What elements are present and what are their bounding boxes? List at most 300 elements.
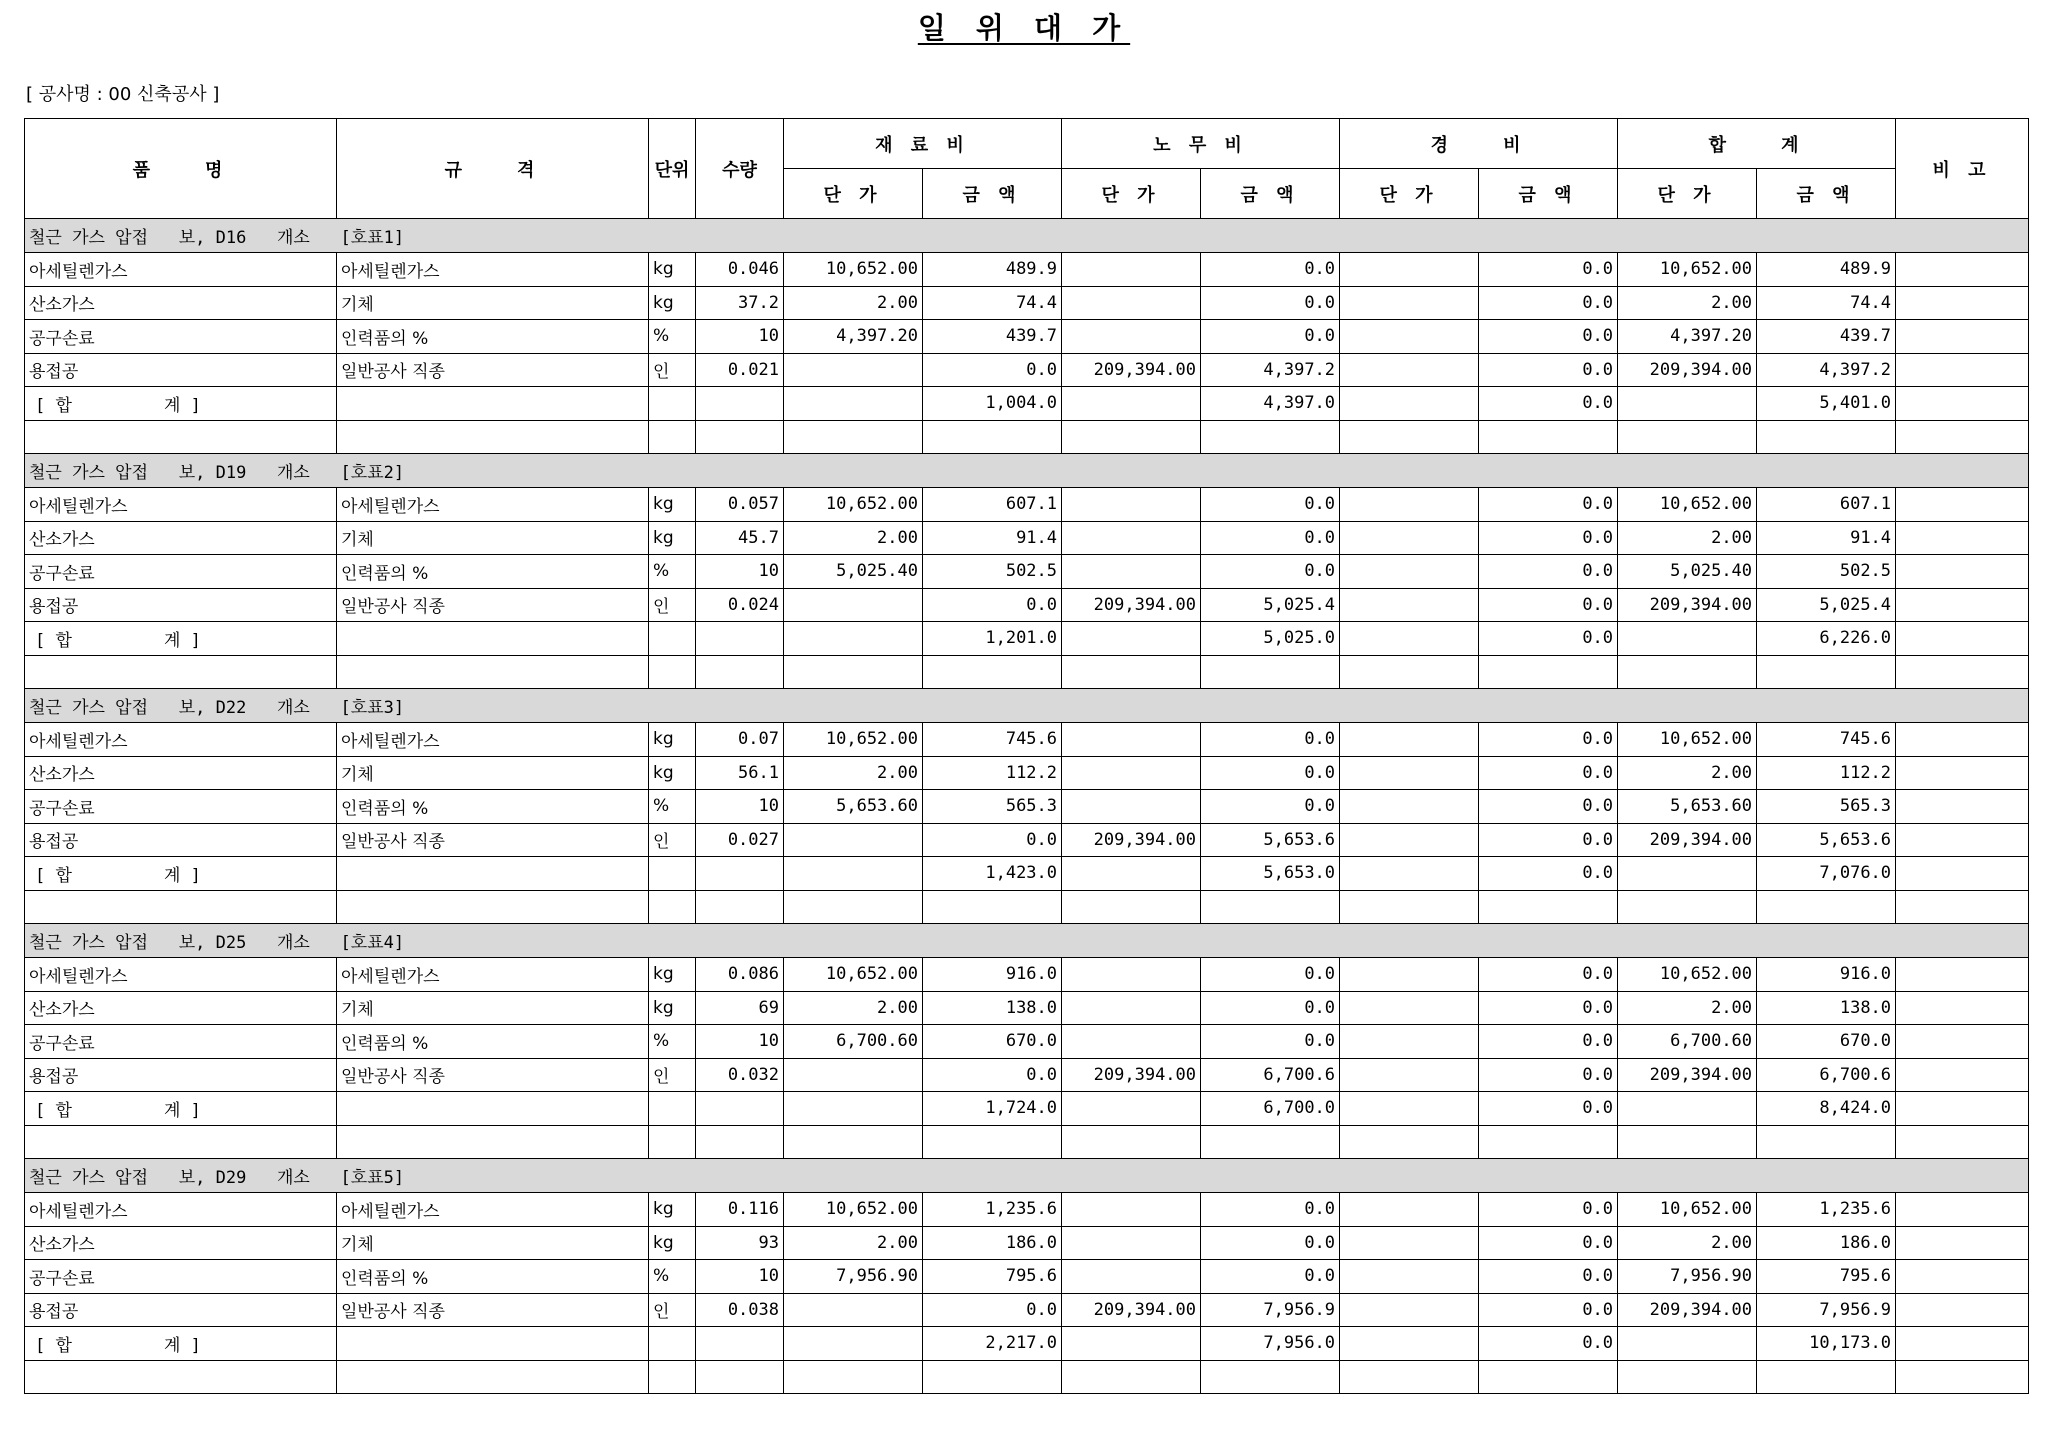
item-unit: % [649, 1025, 696, 1059]
item-unit: 인 [649, 588, 696, 622]
labor-price: 209,394.00 [1062, 353, 1201, 387]
labor-amount: 0.0 [1201, 756, 1340, 790]
item-note [1896, 286, 2029, 320]
labor-amount: 0.0 [1201, 253, 1340, 287]
item-qty: 56.1 [696, 756, 784, 790]
item-spec: 아세틸렌가스 [337, 958, 649, 992]
item-qty: 0.038 [696, 1293, 784, 1327]
empty-cell [337, 387, 649, 421]
item-spec: 아세틸렌가스 [337, 1193, 649, 1227]
empty-cell [649, 420, 696, 454]
empty-cell [25, 655, 337, 689]
expense-price [1340, 790, 1479, 824]
subtotal-total-amount: 10,173.0 [1757, 1327, 1896, 1361]
expense-price [1340, 1058, 1479, 1092]
table-row [25, 1226, 2029, 1260]
item-spec: 일반공사 직종 [337, 1058, 649, 1092]
item-name: 아세틸렌가스 [25, 958, 337, 992]
labor-price: 209,394.00 [1062, 823, 1201, 857]
empty-cell [25, 420, 337, 454]
labor-price: 209,394.00 [1062, 588, 1201, 622]
total-amount: 795.6 [1757, 1260, 1896, 1294]
empty-cell [1618, 1360, 1757, 1394]
material-price: 5,025.40 [784, 555, 923, 589]
empty-cell [1896, 1327, 2029, 1361]
empty-cell [1201, 1360, 1340, 1394]
empty-cell [1340, 1125, 1479, 1159]
labor-amount: 7,956.9 [1201, 1293, 1340, 1327]
total-price: 4,397.20 [1618, 320, 1757, 354]
empty-cell [1340, 857, 1479, 891]
empty-cell [337, 1360, 649, 1394]
item-note [1896, 790, 2029, 824]
material-amount: 0.0 [923, 353, 1062, 387]
item-qty: 0.046 [696, 253, 784, 287]
subtotal-row [25, 622, 2029, 656]
table-row [25, 991, 2029, 1025]
item-unit: % [649, 1260, 696, 1294]
item-unit: kg [649, 253, 696, 287]
material-amount: 745.6 [923, 723, 1062, 757]
item-name: 용접공 [25, 1058, 337, 1092]
expense-price [1340, 1293, 1479, 1327]
item-unit: 인 [649, 1058, 696, 1092]
empty-cell [923, 655, 1062, 689]
empty-cell [337, 1092, 649, 1126]
table-row [25, 253, 2029, 287]
subtotal-label: [ 합 계 ] [25, 387, 337, 421]
col-header-labor-price: 단 가 [1062, 169, 1201, 219]
expense-amount: 0.0 [1479, 1226, 1618, 1260]
expense-price [1340, 991, 1479, 1025]
labor-price [1062, 958, 1201, 992]
empty-cell [923, 1125, 1062, 1159]
empty-cell [923, 1360, 1062, 1394]
subtotal-row [25, 387, 2029, 421]
item-spec: 기체 [337, 756, 649, 790]
labor-price [1062, 790, 1201, 824]
material-amount: 607.1 [923, 488, 1062, 522]
subtotal-row [25, 1327, 2029, 1361]
expense-price [1340, 723, 1479, 757]
item-spec: 인력품의 % [337, 1025, 649, 1059]
expense-amount: 0.0 [1479, 286, 1618, 320]
empty-cell [337, 1327, 649, 1361]
total-amount: 607.1 [1757, 488, 1896, 522]
empty-cell [696, 1092, 784, 1126]
empty-cell [1757, 890, 1896, 924]
col-header-expense-price: 단 가 [1340, 169, 1479, 219]
item-unit: kg [649, 521, 696, 555]
material-amount: 186.0 [923, 1226, 1062, 1260]
labor-amount: 4,397.2 [1201, 353, 1340, 387]
expense-price [1340, 958, 1479, 992]
item-spec: 인력품의 % [337, 1260, 649, 1294]
item-spec: 기체 [337, 521, 649, 555]
labor-price [1062, 521, 1201, 555]
expense-amount: 0.0 [1479, 723, 1618, 757]
item-note [1896, 488, 2029, 522]
item-note [1896, 723, 2029, 757]
material-price: 10,652.00 [784, 488, 923, 522]
header-row-1 [25, 119, 2029, 169]
subtotal-label: [ 합 계 ] [25, 1327, 337, 1361]
total-amount: 916.0 [1757, 958, 1896, 992]
table-row [25, 756, 2029, 790]
item-name: 공구손료 [25, 1025, 337, 1059]
empty-cell [1896, 622, 2029, 656]
empty-cell [1340, 1360, 1479, 1394]
expense-price [1340, 320, 1479, 354]
material-price: 6,700.60 [784, 1025, 923, 1059]
empty-cell [649, 387, 696, 421]
expense-price [1340, 823, 1479, 857]
subtotal-label: [ 합 계 ] [25, 857, 337, 891]
labor-amount: 0.0 [1201, 521, 1340, 555]
material-amount: 0.0 [923, 1293, 1062, 1327]
labor-amount: 6,700.6 [1201, 1058, 1340, 1092]
item-unit: 인 [649, 823, 696, 857]
expense-price [1340, 588, 1479, 622]
empty-cell [649, 890, 696, 924]
blank-row [25, 1360, 2029, 1394]
item-note [1896, 756, 2029, 790]
expense-price [1340, 555, 1479, 589]
labor-amount: 0.0 [1201, 488, 1340, 522]
total-amount: 91.4 [1757, 521, 1896, 555]
empty-cell [1062, 622, 1201, 656]
item-note [1896, 991, 2029, 1025]
item-name: 아세틸렌가스 [25, 488, 337, 522]
total-amount: 489.9 [1757, 253, 1896, 287]
empty-cell [1757, 1360, 1896, 1394]
col-header-total-price: 단 가 [1618, 169, 1757, 219]
expense-amount: 0.0 [1479, 588, 1618, 622]
empty-cell [923, 890, 1062, 924]
blank-row [25, 1125, 2029, 1159]
section-header-row [25, 219, 2029, 253]
subtotal-labor-amount: 4,397.0 [1201, 387, 1340, 421]
material-price: 7,956.90 [784, 1260, 923, 1294]
total-amount: 112.2 [1757, 756, 1896, 790]
item-note [1896, 1293, 2029, 1327]
section-header-row [25, 1159, 2029, 1193]
empty-cell [784, 622, 923, 656]
expense-amount: 0.0 [1479, 1260, 1618, 1294]
col-header-labor: 노 무 비 [1062, 119, 1340, 169]
item-qty: 45.7 [696, 521, 784, 555]
unit-price-table [24, 118, 2029, 1394]
expense-amount: 0.0 [1479, 790, 1618, 824]
subtotal-material-amount: 2,217.0 [923, 1327, 1062, 1361]
table-row [25, 790, 2029, 824]
subtotal-total-amount: 5,401.0 [1757, 387, 1896, 421]
item-spec: 아세틸렌가스 [337, 723, 649, 757]
empty-cell [923, 420, 1062, 454]
section-title: 철근 가스 압접 보, D22 개소 [호표3] [25, 689, 2029, 723]
material-price: 2.00 [784, 521, 923, 555]
empty-cell [696, 622, 784, 656]
empty-cell [1340, 420, 1479, 454]
empty-cell [696, 1360, 784, 1394]
col-header-total-amount: 금 액 [1757, 169, 1896, 219]
total-amount: 74.4 [1757, 286, 1896, 320]
item-unit: 인 [649, 353, 696, 387]
item-qty: 0.027 [696, 823, 784, 857]
expense-amount: 0.0 [1479, 353, 1618, 387]
item-note [1896, 555, 2029, 589]
empty-cell [784, 655, 923, 689]
empty-cell [1062, 1327, 1201, 1361]
page-title-text: 일 위 대 가 [917, 11, 1131, 45]
material-price: 10,652.00 [784, 1193, 923, 1227]
labor-amount: 0.0 [1201, 723, 1340, 757]
empty-cell [1062, 890, 1201, 924]
total-price: 5,653.60 [1618, 790, 1757, 824]
empty-cell [1618, 1092, 1757, 1126]
table-row [25, 1025, 2029, 1059]
material-amount: 138.0 [923, 991, 1062, 1025]
empty-cell [1896, 387, 2029, 421]
col-header-expense: 경 비 [1340, 119, 1618, 169]
table-row [25, 823, 2029, 857]
item-note [1896, 1260, 2029, 1294]
col-header-labor-amount: 금 액 [1201, 169, 1340, 219]
item-qty: 0.024 [696, 588, 784, 622]
material-price: 10,652.00 [784, 723, 923, 757]
item-unit: kg [649, 1226, 696, 1260]
item-qty: 0.032 [696, 1058, 784, 1092]
table-body [25, 219, 2029, 1394]
empty-cell [784, 387, 923, 421]
item-note [1896, 823, 2029, 857]
empty-cell [1340, 622, 1479, 656]
empty-cell [1618, 1327, 1757, 1361]
material-amount: 74.4 [923, 286, 1062, 320]
item-unit: kg [649, 991, 696, 1025]
item-spec: 아세틸렌가스 [337, 488, 649, 522]
total-price: 10,652.00 [1618, 1193, 1757, 1227]
col-header-spec: 규 격 [337, 119, 649, 219]
empty-cell [1618, 622, 1757, 656]
empty-cell [696, 890, 784, 924]
total-price: 209,394.00 [1618, 1058, 1757, 1092]
table-row [25, 1260, 2029, 1294]
table-row [25, 1293, 2029, 1327]
total-amount: 1,235.6 [1757, 1193, 1896, 1227]
item-qty: 37.2 [696, 286, 784, 320]
item-qty: 10 [696, 555, 784, 589]
item-note [1896, 958, 2029, 992]
empty-cell [784, 857, 923, 891]
labor-price: 209,394.00 [1062, 1058, 1201, 1092]
expense-price [1340, 1260, 1479, 1294]
empty-cell [1479, 890, 1618, 924]
material-amount: 112.2 [923, 756, 1062, 790]
item-unit: % [649, 790, 696, 824]
expense-amount: 0.0 [1479, 320, 1618, 354]
empty-cell [696, 857, 784, 891]
item-name: 용접공 [25, 588, 337, 622]
item-note [1896, 1226, 2029, 1260]
total-amount: 439.7 [1757, 320, 1896, 354]
empty-cell [337, 622, 649, 656]
empty-cell [1618, 387, 1757, 421]
empty-cell [649, 655, 696, 689]
table-row [25, 723, 2029, 757]
empty-cell [784, 1125, 923, 1159]
expense-amount: 0.0 [1479, 1025, 1618, 1059]
subtotal-labor-amount: 5,653.0 [1201, 857, 1340, 891]
table-row [25, 588, 2029, 622]
empty-cell [696, 655, 784, 689]
col-header-expense-amount: 금 액 [1479, 169, 1618, 219]
empty-cell [696, 420, 784, 454]
total-price: 5,025.40 [1618, 555, 1757, 589]
total-amount: 565.3 [1757, 790, 1896, 824]
expense-amount: 0.0 [1479, 756, 1618, 790]
empty-cell [1062, 1092, 1201, 1126]
subtotal-row [25, 1092, 2029, 1126]
table-row [25, 488, 2029, 522]
total-price: 10,652.00 [1618, 958, 1757, 992]
col-header-qty: 수량 [696, 119, 784, 219]
expense-price [1340, 1193, 1479, 1227]
item-name: 아세틸렌가스 [25, 253, 337, 287]
empty-cell [649, 1327, 696, 1361]
material-price: 5,653.60 [784, 790, 923, 824]
item-spec: 아세틸렌가스 [337, 253, 649, 287]
expense-amount: 0.0 [1479, 991, 1618, 1025]
item-qty: 10 [696, 1260, 784, 1294]
empty-cell [696, 387, 784, 421]
item-note [1896, 253, 2029, 287]
subtotal-labor-amount: 6,700.0 [1201, 1092, 1340, 1126]
material-price [784, 1293, 923, 1327]
material-price: 10,652.00 [784, 958, 923, 992]
empty-cell [1340, 1092, 1479, 1126]
labor-price [1062, 555, 1201, 589]
empty-cell [1062, 420, 1201, 454]
empty-cell [1479, 1125, 1618, 1159]
item-name: 산소가스 [25, 1226, 337, 1260]
material-amount: 502.5 [923, 555, 1062, 589]
blank-row [25, 890, 2029, 924]
labor-price [1062, 1193, 1201, 1227]
table-row [25, 353, 2029, 387]
material-amount: 795.6 [923, 1260, 1062, 1294]
subtotal-total-amount: 8,424.0 [1757, 1092, 1896, 1126]
section-title: 철근 가스 압접 보, D25 개소 [호표4] [25, 924, 2029, 958]
labor-price [1062, 756, 1201, 790]
labor-price [1062, 1260, 1201, 1294]
labor-amount: 5,025.4 [1201, 588, 1340, 622]
empty-cell [1896, 1360, 2029, 1394]
empty-cell [337, 655, 649, 689]
item-note [1896, 521, 2029, 555]
item-qty: 10 [696, 320, 784, 354]
expense-price [1340, 521, 1479, 555]
expense-amount: 0.0 [1479, 1058, 1618, 1092]
empty-cell [649, 1092, 696, 1126]
item-unit: kg [649, 286, 696, 320]
item-spec: 인력품의 % [337, 555, 649, 589]
empty-cell [1896, 655, 2029, 689]
subtotal-material-amount: 1,004.0 [923, 387, 1062, 421]
empty-cell [1896, 857, 2029, 891]
item-unit: % [649, 555, 696, 589]
item-name: 산소가스 [25, 991, 337, 1025]
empty-cell [1062, 1125, 1201, 1159]
empty-cell [1479, 655, 1618, 689]
subtotal-expense-amount: 0.0 [1479, 622, 1618, 656]
empty-cell [1479, 1360, 1618, 1394]
empty-cell [1757, 1125, 1896, 1159]
item-spec: 일반공사 직종 [337, 353, 649, 387]
material-amount: 565.3 [923, 790, 1062, 824]
item-unit: kg [649, 756, 696, 790]
empty-cell [649, 1360, 696, 1394]
expense-amount: 0.0 [1479, 488, 1618, 522]
labor-price [1062, 320, 1201, 354]
col-header-material: 재 료 비 [784, 119, 1062, 169]
empty-cell [784, 1327, 923, 1361]
empty-cell [1479, 420, 1618, 454]
subtotal-label: [ 합 계 ] [25, 622, 337, 656]
subtotal-row [25, 857, 2029, 891]
empty-cell [1896, 890, 2029, 924]
expense-price [1340, 253, 1479, 287]
item-qty: 0.021 [696, 353, 784, 387]
empty-cell [1618, 857, 1757, 891]
empty-cell [1618, 420, 1757, 454]
subtotal-material-amount: 1,724.0 [923, 1092, 1062, 1126]
section-title: 철근 가스 압접 보, D19 개소 [호표2] [25, 454, 2029, 488]
table-row [25, 1193, 2029, 1227]
material-amount: 489.9 [923, 253, 1062, 287]
empty-cell [1340, 387, 1479, 421]
item-name: 공구손료 [25, 555, 337, 589]
labor-amount: 0.0 [1201, 1260, 1340, 1294]
material-price: 4,397.20 [784, 320, 923, 354]
table-row [25, 1058, 2029, 1092]
item-spec: 기체 [337, 991, 649, 1025]
subtotal-total-amount: 7,076.0 [1757, 857, 1896, 891]
total-amount: 5,653.6 [1757, 823, 1896, 857]
empty-cell [649, 857, 696, 891]
item-name: 용접공 [25, 353, 337, 387]
material-amount: 439.7 [923, 320, 1062, 354]
item-spec: 일반공사 직종 [337, 588, 649, 622]
total-amount: 6,700.6 [1757, 1058, 1896, 1092]
total-price: 10,652.00 [1618, 253, 1757, 287]
expense-amount: 0.0 [1479, 253, 1618, 287]
empty-cell [649, 622, 696, 656]
expense-amount: 0.0 [1479, 958, 1618, 992]
empty-cell [1062, 655, 1201, 689]
empty-cell [1201, 420, 1340, 454]
section-title: 철근 가스 압접 보, D16 개소 [호표1] [25, 219, 2029, 253]
col-header-note: 비 고 [1896, 119, 2029, 219]
item-unit: 인 [649, 1293, 696, 1327]
labor-price [1062, 723, 1201, 757]
subtotal-labor-amount: 7,956.0 [1201, 1327, 1340, 1361]
item-spec: 기체 [337, 286, 649, 320]
empty-cell [1757, 655, 1896, 689]
item-name: 산소가스 [25, 756, 337, 790]
empty-cell [337, 857, 649, 891]
empty-cell [1618, 890, 1757, 924]
